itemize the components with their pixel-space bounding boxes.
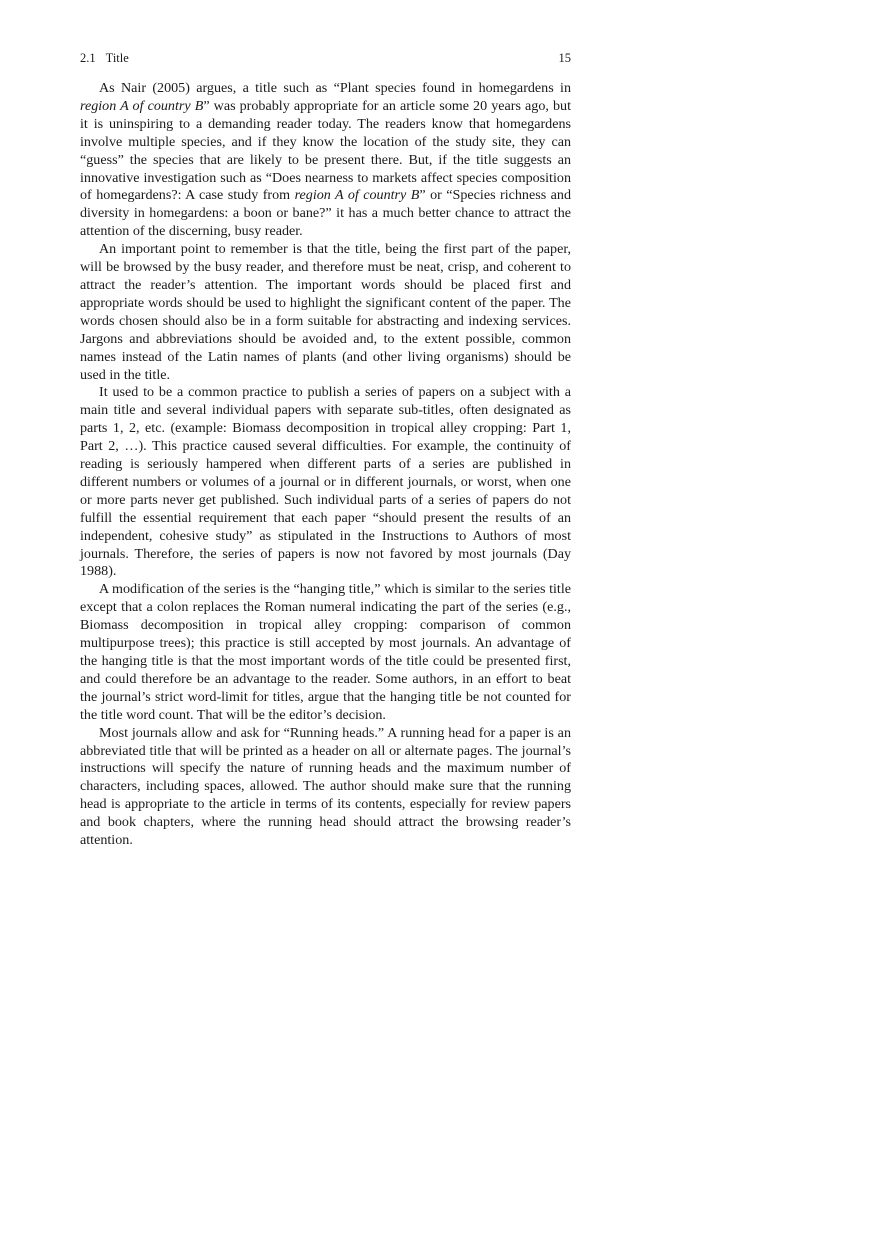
paragraph [80, 581, 571, 724]
paragraph [80, 384, 571, 581]
italic-text: region A of country B [80, 97, 204, 114]
text-run: ” or “Species richness and diversity in homegardens: a boon or bane?” it has a much better chance to attract the attention of the discerning, busy reader. [80, 187, 571, 240]
text-run: An important point to remember is that the title, being the first part of the paper, will be browsed by the busy reader, and therefore must be neat, crisp, and coherent to attract the reader’s attention. The important words should be placed first and appropriate words should be used to highlight the significant content of the paper. The words chosen should also be in a form suitable for abstracting and indexing services. Jargons and abbreviations should be avoided and, to the extent possible, common names instead of the Latin names of plants (and other living organisms) should be used in the title. [80, 241, 571, 383]
document-page [80, 50, 571, 850]
text-run: ” was probably appropriate for an article some 20 years ago, but it is uninspiring to a demanding reader today. The readers know that homegardens involve multiple species, and if they know the location of the study site, they can “guess” the species that are likely to be present there. But, if the title suggests an innovative investigation such as “Does nearness to markets affect species composition of homegardens?: A case study from [80, 97, 572, 204]
section-title: Title [105, 51, 129, 65]
paragraph [80, 80, 571, 241]
italic-text: region A of country B [294, 187, 420, 204]
text-run: A modification of the series is the “hanging title,” which is similar to the series title except that a colon replaces the Roman numeral indicating the part of the series (e.g., Biomass decomposition in tropical alley cropping: comparison of common multipurpose trees); this practice is still accepted by most journals. An advantage of the hanging title is that the most important words of the title could be presented first, and could therefore be an advantage to the reader. Some authors, in an effort to beat the journal’s strict word-limit for titles, argue that the hanging title be not counted for the title word count. That will be the editor’s decision. [80, 581, 571, 723]
running-head-section [80, 50, 129, 66]
paragraph [80, 725, 571, 850]
running-head [80, 50, 571, 66]
text-run: Most journals allow and ask for “Running heads.” A running head for a paper is an abbreviated title that will be printed as a header on all or alternate pages. The journal’s instructions will specify the nature of running heads and the maximum number of characters, including spaces, allowed. The author should make sure that the running head is appropriate to the article in terms of its contents, especially for review papers and book chapters, where the running head should attract the browsing reader’s attention. [80, 724, 571, 849]
text-run: It used to be a common practice to publish a series of papers on a subject with a main title and several individual papers with separate sub-titles, often designated as parts 1, 2, etc. (example: Biomass decomposition in tropical alley cropping: Part 1, Part 2, …). This practice caused several difficulties. For example, the continuity of reading is seriously hampered when different parts of a series are published in different numbers or volumes of a journal or in different journals, or worst, when one or more parts never get published. Such individual parts of a series of papers do not fulfill the essential requirement that each paper “should present the results of an independent, cohesive study” as stipulated in the Instructions to Authors of most journals. Therefore, the series of papers is now not favored by most journals (Day 1988). [80, 384, 571, 580]
page-number: 15 [558, 51, 571, 65]
section-number: 2.1 [80, 51, 96, 65]
text-run: As Nair (2005) argues, a title such as “Plant species found in homegardens in [99, 80, 571, 96]
body-text [80, 80, 571, 850]
paragraph [80, 241, 571, 384]
